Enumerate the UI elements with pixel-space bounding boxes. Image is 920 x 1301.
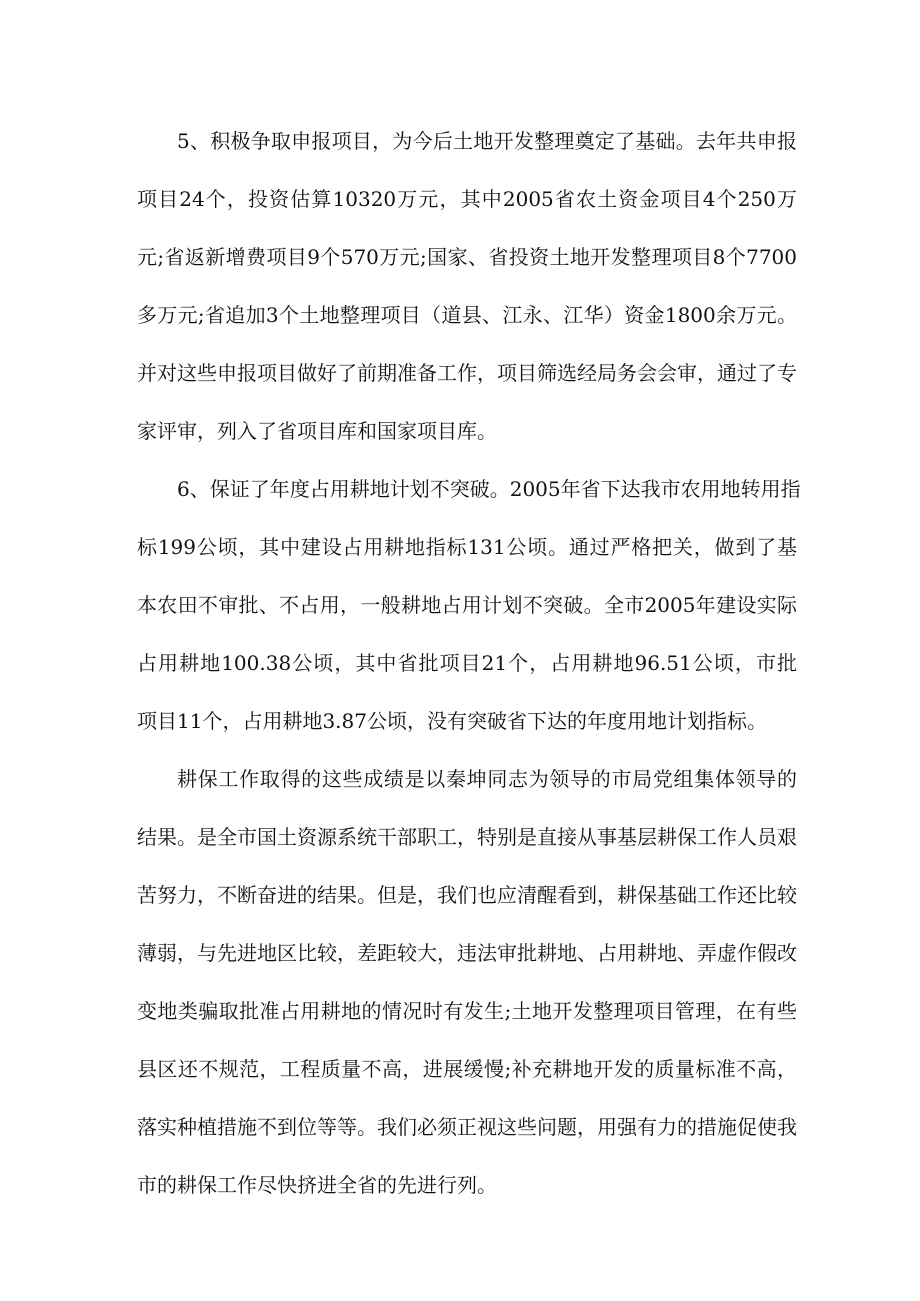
paragraph-line: 多万元;省追加3个土地整理项目（道县、江永、江华）资金1800余万元。 (137, 303, 797, 327)
paragraph-line: 耕保工作取得的这些成绩是以秦坤同志为领导的市局党组集体领导的 (177, 767, 797, 791)
paragraph-item-6 (137, 460, 801, 750)
paragraph-line: 项目11个，占用耕地3.87公顷，没有突破省下达的年度用地计划指标。 (137, 709, 767, 733)
paragraph-line: 元;省返新增费项目9个570万元;国家、省投资土地开发整理项目8个7700 (137, 245, 797, 269)
paragraph-summary (137, 750, 797, 1214)
paragraph-line: 标199公顷，其中建设占用耕地指标131公顷。通过严格把关，做到了基 (137, 535, 797, 559)
paragraph-line: 薄弱，与先进地区比较，差距较大，违法审批耕地、占用耕地、弄虚作假改 (137, 941, 797, 965)
paragraph-line: 变地类骗取批准占用耕地的情况时有发生;土地开发整理项目管理，在有些 (137, 999, 797, 1023)
paragraph-line: 市的耕保工作尽快挤进全省的先进行列。 (137, 1173, 497, 1197)
paragraph-line: 6、保证了年度占用耕地计划不突破。2005年省下达我市农用地转用指 (177, 477, 801, 501)
paragraph-item-5 (137, 112, 797, 460)
paragraph-line: 占用耕地100.38公顷，其中省批项目21个，占用耕地96.51公顷，市批 (137, 651, 797, 675)
paragraph-line: 县区还不规范，工程质量不高，进展缓慢;补充耕地开发的质量标准不高， (137, 1057, 797, 1081)
paragraph-line: 并对这些申报项目做好了前期准备工作，项目筛选经局务会会审，通过了专 (137, 361, 797, 385)
paragraph-line: 5、积极争取申报项目，为今后土地开发整理奠定了基础。去年共申报 (177, 129, 797, 153)
paragraph-line: 苦努力，不断奋进的结果。但是，我们也应清醒看到，耕保基础工作还比较 (137, 883, 797, 907)
paragraph-line: 落实种植措施不到位等等。我们必须正视这些问题，用强有力的措施促使我 (137, 1115, 797, 1139)
paragraph-line: 结果。是全市国土资源系统干部职工，特别是直接从事基层耕保工作人员艰 (137, 825, 797, 849)
paragraph-line: 项目24个，投资估算10320万元，其中2005省农土资金项目4个250万 (137, 187, 797, 211)
paragraph-line: 本农田不审批、不占用，一般耕地占用计划不突破。全市2005年建设实际 (137, 593, 797, 617)
paragraph-line: 家评审，列入了省项目库和国家项目库。 (137, 419, 497, 443)
